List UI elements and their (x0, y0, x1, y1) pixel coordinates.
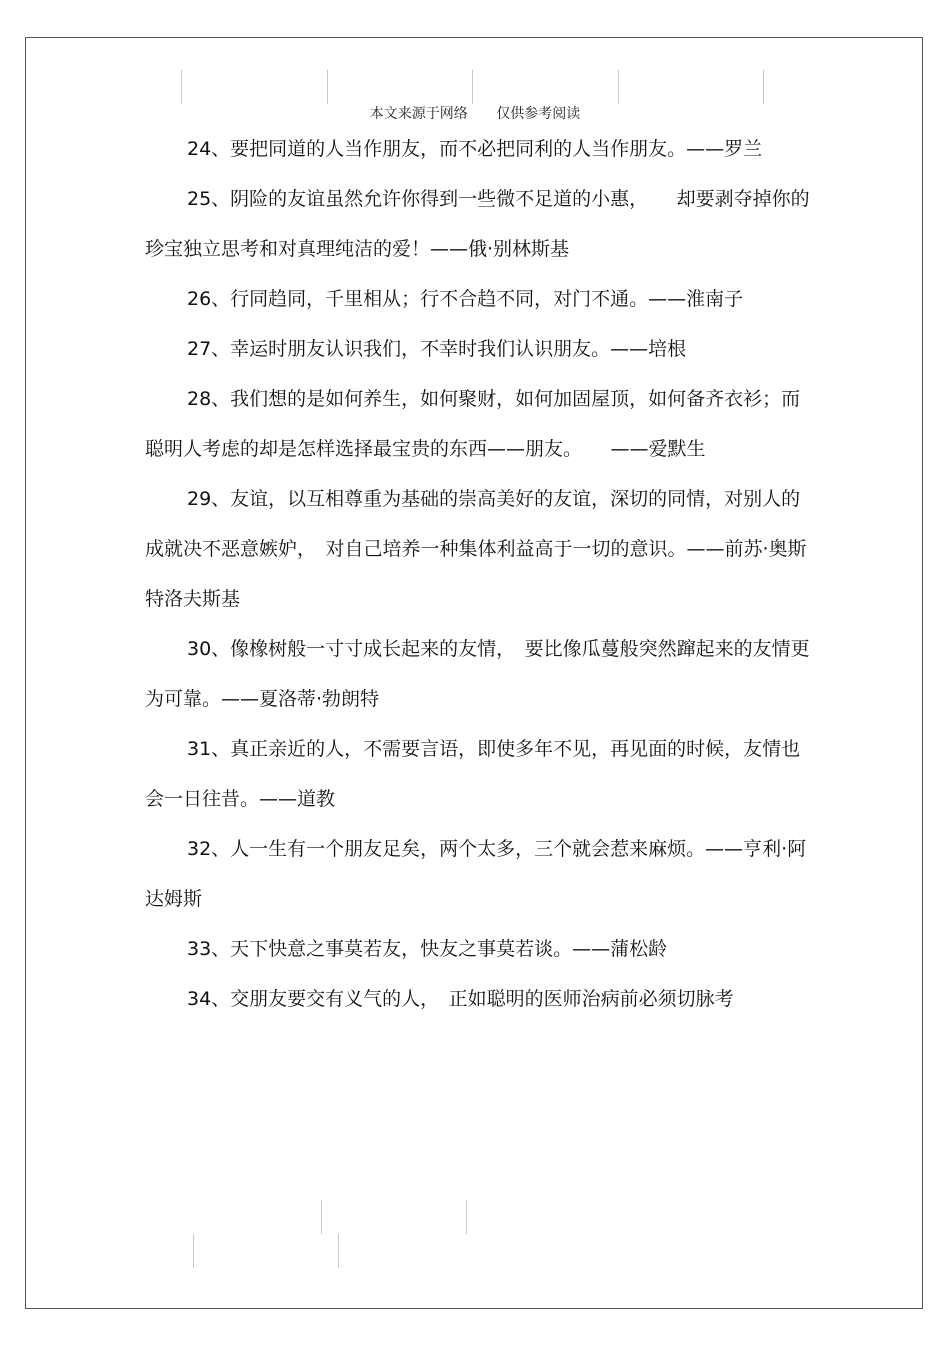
page-header (0, 103, 950, 123)
footer-rule (321, 1200, 322, 1234)
quote-paragraph: 27、幸运时朋友认识我们，不幸时我们认识朋友。——培根 (187, 338, 687, 360)
header-rule (181, 70, 182, 104)
quote-paragraph: 28、我们想的是如何养生，如何聚财，如何加固屋顶，如何备齐衣衫；而聪明人考虑的却是怎样选择最宝贵的东西——朋友。 ——爱默生 (145, 388, 801, 460)
footer-rule (338, 1234, 339, 1268)
footer-rule (193, 1234, 194, 1268)
quote-paragraph: 34、交朋友要交有义气的人， 正如聪明的医师治病前必须切脉考 (187, 988, 734, 1010)
header-rule (618, 70, 619, 104)
header-rule (327, 70, 328, 104)
header-rule (763, 70, 764, 104)
quote-list (145, 124, 810, 1024)
quote-paragraph: 32、人一生有一个朋友足矣，两个太多，三个就会惹来麻烦。——亨利·阿达姆斯 (145, 838, 807, 910)
quote-paragraph: 25、阴险的友谊虽然允许你得到一些微不足道的小惠， 却要剥夺掉你的珍宝独立思考和对真理纯洁的爱！——俄·别林斯基 (145, 188, 810, 260)
quote-paragraph: 33、天下快意之事莫若友，快友之事莫若谈。——蒲松龄 (187, 938, 668, 960)
quote-paragraph: 26、行同趋同，千里相从；行不合趋不同，对门不通。——淮南子 (187, 288, 744, 310)
footer-rule (466, 1200, 467, 1234)
quote-paragraph: 30、像橡树般一寸寸成长起来的友情， 要比像瓜蔓般突然蹿起来的友情更为可靠。——夏洛蒂·勃朗特 (145, 638, 810, 710)
header-rule (472, 70, 473, 104)
header-reference-note: 仅供参考阅读 (496, 106, 581, 122)
quote-paragraph: 24、要把同道的人当作朋友，而不必把同利的人当作朋友。——罗兰 (187, 138, 763, 160)
header-source-note: 本文来源于网络 (369, 106, 468, 122)
quote-paragraph: 31、真正亲近的人，不需要言语，即使多年不见，再见面的时候，友情也会一日往昔。——道教 (145, 738, 801, 810)
quote-paragraph: 29、友谊，以互相尊重为基础的崇高美好的友谊，深切的同情，对别人的成就决不恶意嫉妒， 对自己培养一种集体利益高于一切的意识。——前苏·奥斯特洛夫斯基 (145, 488, 807, 610)
